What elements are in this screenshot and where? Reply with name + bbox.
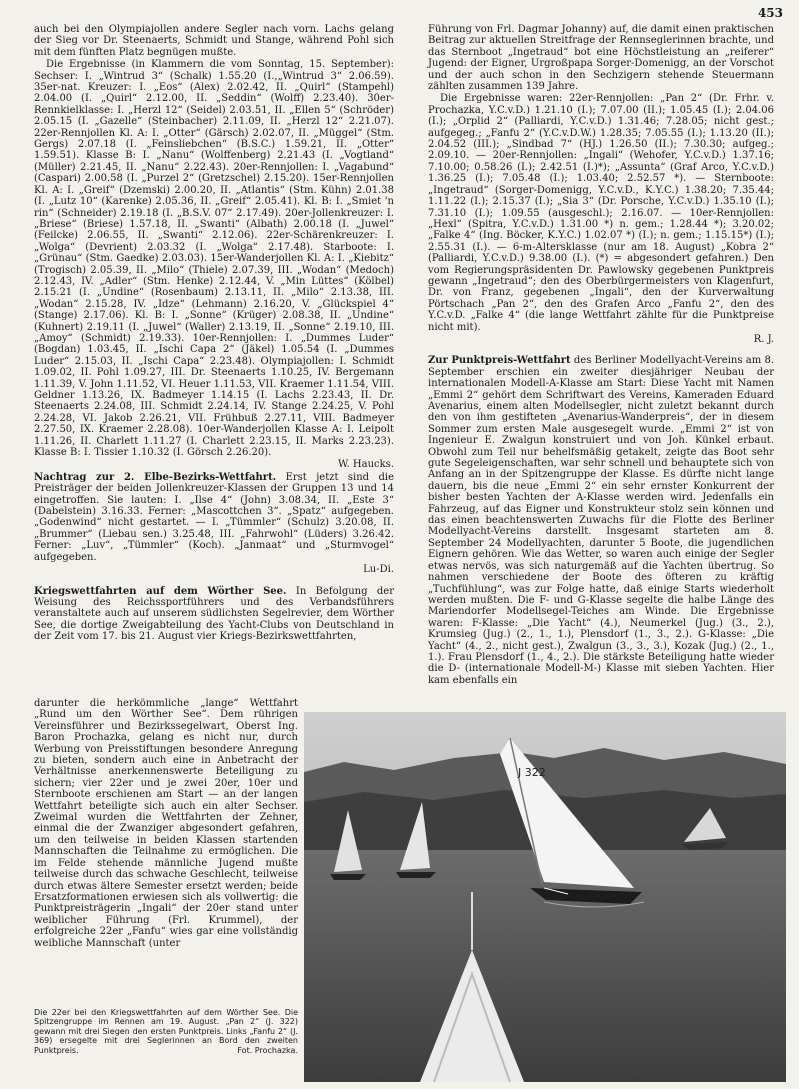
signature: W. Haucks. [338, 459, 394, 471]
page-number: 453 [757, 6, 783, 20]
paragraph: Führung von Frl. Dagmar Johanny) auf, die damit einen praktischen Beitrag zur aktuellen Streitfrage der Rennseglerinnen brachte, und das Sternboot „Ingetraud“ bot eine Höchstleistung an „reiferer“ Jugend: der Eigner, Urgroßpapa Sorger-Domenigg, an der Vorschot und der auch schon in den Sechzigern stehende Steuermann zählten zusammen 139 Jahre. [428, 24, 774, 93]
paragraph: auch bei den Olympiajollen andere Segler nach vorn. Lachs gelang der Sieg vor Dr. Steenaerts, Schmidt und Stange, während Pohl sich mit dem fünften Platz begnügen mußte. [34, 24, 394, 58]
section-heading: Nachtrag zur 2. Elbe-Bezirks-Wettfahrt. [34, 471, 277, 483]
paragraph: Die Ergebnisse (in Klammern die vom Sonntag, 15. September): Sechser: I. „Wintrud 3“ (Schalk) 1.55.20 (I.,„Wintrud 3“ 2.06.59). 35er-nat. Kreuzer: I. „Eos“ (Alex) 2.02.42, II. „Quirl“ (Stampehl) 2.04.00 (I. „Quirl“ 2.12.00, II. „Seddin“ (Wolff) 2.23.40). 30er-Rennkielklasse: I. „Herzl 12“ (Seidel) 2.03.51, II. „Ellen 5“ (Schröder) 2.05.15 (I. „Gazelle“ (Steinbacher) 2.11.09, II. „Herzl 12“ 2.21.07). 22er-Rennjollen Kl. A: I. „Otter“ (Gärsch) 2.02.07, II. „Müggel“ (Stm. Gergs) 2.07.18 (I. „Feinsliebchen“ (B.S.C.) 1.59.21, II. „Otter“ 1.59.51). Klasse B: I. „Nanu“ (Wolffenberg) 2.21.43 (I. „Vogtland“ (Müller) 2.21.45, II. „Nanu“ 2.22.43). 20er-Rennjollen: I. „Vagabund“ (Caspari) 2.00.58 (I. „Purzel 2“ (Gretzschel) 2.15.20). 15er-Rennjollen Kl. A: I. „Greif“ (Dzemski) 2.00.20, II. „Atlantis“ (Stm. Kühn) 2.01.38 (I. „Lutz 10“ (Karenke) 2.05.36, II. „Greif“ 2.05.41). Kl. B: I. „Smiet 'n rin“ (Schneider) 2.19.18 (I. „B.S.V. 07“ 2.17.49). 20er-Jollenkreuzer: I. „Briese“ (Briese) 1.57.18, II. „Swanti“ (Albath) 2.00.18 (I. „Juwel“ (Feilcke) 2.06.55, II. „Swanti“ 2.12.06). 22er-Schärenkreuzer: I. „Wolga“ (Devrient) 2.03.32 (I. „Wolga“ 2.17.48). Starboote: I. „Grünau“ (Stm. Gaedke) 2.03.03). 15er-Wanderjollen Kl. A: I. „Kiebitz“ (Trogisch) 2.05.39, II. „Milo“ (Thiele) 2.07.39, III. „Wodan“ (Medoch) 2.12.43, IV. „Adler“ (Stm. Henke) 2.12.44, V. „Min Lüttes“ (Kölbel) 2.15.21 (I. „Undine“ (Rosenbaum) 2.13.11, II. „Milo“ 2.13.38, III. „Wodan“ 2.15.28, IV. „Idze“ (Lehmann) 2.16.20, V. „Glückspiel 4“ (Stange) 2.17.06). Kl. B: I. „Sonne“ (Krüger) 2.08.38, II. „Undine“ (Kuhnert) 2.19.11 (I. „Juwel“ (Waller) 2.13.19, II. „Sonne“ 2.19.10, III. „Amoy“ (Schmidt) 2.19.33). 10er-Rennjollen: I. „Dummes Luder“ (Bogdan) 1.03.45, II. „Ischi Capa 2“ (Jäkel) 1.05.54 (I. „Dummes Luder“ 2.15.03, II. „Ischi Capa“ 2.23.48). Olympiajollen: I. Schmidt 1.09.02, II. Pohl 1.09.27, III. Dr. Steenaerts 1.10.25, IV. Bergemann 1.11.39, V. John 1.11.52, VI. Heuer 1.11.53, VII. Kraemer 1.11.54, VIII. Geldner 1.13.26, IX. Badmeyer 1.14.15 (I. Lachs 2.23.43, II. Dr. Steenaerts 2.24.08, III. Schmidt 2.24.14, IV. Stange 2.24.25, V. Pohl 2.24.28, VI. Jakob 2.26.21, VII. Frühbuß 2.27.11, VIII. Badmeyer 2.27.50, IX. Kraemer 2.28.08). 10er-Wanderjollen Klasse A: I. Leipolt 1.11.26, II. Charlett 1.11.27 (I. Charlett 2.23.15, II. Marks 2.23.23). Klasse B: I. Tissier 1.10.32 (I. Görsch 2.26.20). [34, 59, 394, 459]
signature: Lu-Di. [363, 564, 394, 576]
sail-number: J 322 [518, 766, 546, 779]
sailboat-illustration [304, 712, 786, 1082]
photo-credit: Fot. Prochazka. [237, 1045, 298, 1055]
sailing-photo [304, 712, 786, 1082]
section-heading: Kriegswettfahrten auf dem Wörther See. [34, 585, 287, 597]
left-column: auch bei den Olympiajollen andere Segler nach vorn. Lachs gelang der Sieg vor Dr. Steenaerts, Schmidt und Stange, während Pohl sich mit dem fünften Platz begnügen mußte. Die Ergebnisse (in Klammern die vom Sonntag, 15. September): Sechser: I. „Wintrud 3“ (Schalk) 1.55.20 (I.,„Wintrud 3“ 2.06.59). 35er-nat. Kreuzer: I. „Eos“ (Alex) 2.02.42, II. „Quirl“ (Stampehl) 2.04.00 (I. „Quirl“ 2.12.00, II. „Seddin“ (Wolff) 2.23.40). 30er-Rennkielklasse: I. „Herzl 12“ (Seidel) 2.03.51, II. „Ellen 5“ (Schröder) 2.05.15 (I. „Gazelle“ (Steinbacher) 2.11.09, II. „Herzl 12“ 2.21.07). 22er-Rennjollen Kl. A: I. „Otter“ (Gärsch) 2.02.07, II. „Müggel“ (Stm. Gergs) 2.07.18 (I. „Feinsliebchen“ (B.S.C.) 1.59.21, II. „Otter“ 1.59.51). Klasse B: I. „Nanu“ (Wolffenberg) 2.21.43 (I. „Vogtland“ (Müller) 2.21.45, II. „Nanu“ 2.22.43). 20er-Rennjollen: I. „Vagabund“ (Caspari) 2.00.58 (I. „Purzel 2“ (Gretzschel) 2.15.20). 15er-Rennjollen Kl. A: I. „Greif“ (Dzemski) 2.00.20, II. „Atlantis“ (Stm. Kühn) 2.01.38 (I. „Lutz 10“ (Karenke) 2.05.36, II. „Greif“ 2.05.41). Kl. B: I. „Smiet 'n rin“ (Schneider) 2.19.18 (I. „B.S.V. 07“ 2.17.49). 20er-Jollenkreuzer: I. „Briese“ (Briese) 1.57.18, II. „Swanti“ (Albath) 2.00.18 (I. „Juwel“ (Feilcke) 2.06.55, II. „Swanti“ 2.12.06). 22er-Schärenkreuzer: I. „Wolga“ (Devrient) 2.03.32 (I. „Wolga“ 2.17.48). Starboote: I. „Grünau“ (Stm. Gaedke) 2.03.03). 15er-Wanderjollen Kl. A: I. „Kiebitz“ (Trogisch) 2.05.39, II. „Milo“ (Thiele) 2.07.39, III. „Wodan“ (Medoch) 2.12.43, IV. „Adler“ (Stm. Henke) 2.12.44, V. „Min Lüttes“ (Kölbel) 2.15.21 (I. „Undine“ (Rosenbaum) 2.13.11, II. „Milo“ 2.13.38, III. „Wodan“ 2.15.28, IV. „Idze“ (Lehmann) 2.16.20, V. „Glückspiel 4“ (Stange) 2.17.06). Kl. B: I. „Sonne“ (Krüger) 2.08.38, II. „Undine“ (Kuhnert) 2.19.11 (I. „Juwel“ (Waller) 2.13.19, II. „Sonne“ 2.19.10, III. „Amoy“ (Schmidt) 2.19.33). 10er-Rennjollen: I. „Dummes Luder“ (Bogdan) 1.03.45, II. „Ischi Capa 2“ (Jäkel) 1.05.54 (I. „Dummes Luder“ 2.15.03, II. „Ischi Capa“ 2.23.48). Olympiajollen: I. Schmidt 1.09.02, II. Pohl 1.09.27, III. Dr. Steenaerts 1.10.25, IV. Bergemann 1.11.39, V. John 1.11.52, VI. Heuer 1.11.53, VII. Kraemer 1.11.54, VIII. Geldner 1.13.26, IX. Badmeyer 1.14.15 (I. Lachs 2.23.43, II. Dr. Steenaerts 2.24.08, III. Schmidt 2.24.14, IV. Stange 2.24.25, V. Pohl 2.24.28, VI. Jakob 2.26.21, VII. Frühbuß 2.27.11, VIII. Badmeyer 2.27.50, IX. Kraemer 2.28.08). 10er-Wanderjollen Klasse A: I. Leipolt 1.11.26, II. Charlett 1.11.27 (I. Charlett 2.23.15, II. Marks 2.23.23). Klasse B: I. Tissier 1.10.32 (I. Görsch 2.26.20). W. Haucks. Nachtrag zur 2. Elbe-Bezirks-Wettfahrt. Erst jetzt sind die Preisträger der beiden Jollenkreuzer-Klassen der Gruppen 13 und 14 eingetroffen. Sie lauten: I. „Ilse 4“ (John) 3.08.34, II. „Este 3“ (Dabelstein) 3.16.33. Ferner: „Mascottchen 3“. „Spatz“ aufgegeben. „Godenwind“ nicht gestartet. — I. „Tümmler“ (Schulz) 3.20.08, II. „Brummer“ (Liebau sen.) 3.25.48, III. „Fahrwohl“ (Lüders) 3.26.42. Ferner: „Luv“, „Tümmler“ (Koch). „Janmaat“ und „Sturmvogel“ aufgegeben. Lu-Di. Kriegswettfahrten auf dem Wörther See. In Befolgung der Weisung des Reichssportführers und des Verbandsführers veranstaltete auch auf unserem südlichsten Segelrevier, dem Wörther See, die dortige Zweigabteilung des Yacht-Clubs von Deutschland in der Zeit vom 17. bis 21. August vier Kriegs-Bezirkswettfahrten, [34, 24, 394, 643]
right-column: Führung von Frl. Dagmar Johanny) auf, die damit einen praktischen Beitrag zur aktuellen Streitfrage der Rennseglerinnen brachte, und das Sternboot „Ingetraud“ bot eine Höchstleistung an „reiferer“ Jugend: der Eigner, Urgroßpapa Sorger-Domenigg, an der Vorschot und der auch schon in den Sechzigern stehende Steuermann zählten zusammen 139 Jahre. Die Ergebnisse waren: 22er-Rennjollen: „Pan 2“ (Dr. Frhr. v. Prochazka, Y.C.v.D.) 1.21.10 (I.); 7.07.00 (II.); 1.05.45 (I.); 2.04.06 (I.); „Orplid 2“ (Palliardi, Y.C.v.D.) 1.31.46; 7.28.05; nicht gest.; aufgegeg.; „Fanfu 2“ (Y.C.v.D.W.) 1.28.35; 7.05.55 (I.); 1.13.20 (II.); 2.04.52 (III.); „Sindbad 7“ (HJ.) 1.26.50 (II.); 7.30.30; aufgeg.; 2.09.10. — 20er-Rennjollen: „Ingali“ (Wehofer, Y.C.v.D.) 1.37.16; 7.10.00; 0.58.26 (I.); 2.42.51 (I.)*); „Assunta“ (Graf Arco, Y.C.v.D.) 1.36.25 (I.); 7.05.48 (I.); 1.03.40; 2.52.57 *). — Sternboote: „Ingetraud“ (Sorger-Domenigg, Y.C.v.D., K.Y.C.) 1.38.20; 7.35.44; 1.11.22 (I.); 2.15.37 (I.); „Sia 3“ (Dr. Porsche, Y.C.v.D.) 1.35.10 (I.); 7.31.10 (I.); 1.09.55 (ausgeschl.); 2.16.07. — 10er-Rennjollen: „Hexl“ (Spitra, Y.C.v.D.) 1.31.00 *) n. gem.; 1.28.44 *); 3.20.02; „Falke 4“ (Ing. Böcker, K.Y.C.) 1.02.07 *) (I.); n. gem.; 1.15.15*) (I.); 2.55.31 (I.). — 6-m-Altersklasse (nur am 18. August) „Kobra 2“ (Palliardi, Y.C.v.D.) 9.38.00 (I.). (*) = abgesondert gefahren.) Den vom Regierungspräsidenten Dr. Pawlowsky gegebenen Punktpreis gewann „Ingetraud“; den des Oberbürgermeisters von Klagenfurt, Dr. von Franz, gegebenen „Ingali“, den der Kurverwaltung Pörtschach „Pan 2“, den des Grafen Arco „Fanfu 2“, den des Y.C.v.D. „Falke 4“ (die lange Wettfahrt zählte für die Punktpreise nicht mit). R. J. Zur Punktpreis-Wettfahrt des Berliner Modellyacht-Vereins am 8. September erschien ein zweiter diesjähriger Neubau der internationalen Modell-A-Klasse am Start: Diese Yacht mit Namen „Emmi 2“ gehört dem Schriftwart des Vereins, Kameraden Eduard Avenarius, einem alten Modellsegler, nicht zuletzt bekannt durch den von ihm gestifteten „Avenarius-Wanderpreis“, der in diesem Sommer zum ersten Male ausgesegelt wurde. „Emmi 2“ ist von Ingenieur E. Zwalgun konstruiert und von Joh. Künkel erbaut. Obwohl zum Teil nur behelfsmäßig getakelt, zeigte das Boot sehr gute Segeleigenschaften, war sehr schnell und behauptete sich von Anfang an in der Spitzengruppe der Klasse. Es dürfte nicht lange dauern, bis die neue „Emmi 2“ ein sehr ernster Konkurrent der bisher besten Yachten der A-Klasse werden wird. Jedenfalls ein Fahrzeug, auf das Eigner und Konstrukteur stolz sein können und das einen beachtenswerten Zuwachs für die Flotte des Berliner Modellyacht-Vereins darstellt. Insgesamt starteten am 8. September 24 Modellyachten, darunter 5 Boote, die jugendlichen Eignern gehören. Wie das Wetter, so waren auch einige der Segler etwas nervös, was sich naturgemäß auf die Yachten übertrug. So nahmen verschiedene der Boote des öfteren zu kräftig „Tuchfühlung“, was zur Folge hatte, daß einige Starts wiederholt werden mußten. Die F- und G-Klasse segelte die halbe Länge des Mariendorfer Modellsegel-Teiches am Winde. Die Ergebnisse waren: F-Klasse: „Die Yacht“ (4.), Neumerkel (Jug.) (3., 2.), Krumsieg (Jug.) (2., 1., 1.), Plensdorf (1., 3., 2.). G-Klasse: „Die Yacht“ (4., 2., nicht gest.), Zwalgun (3., 3., 3.), Kozak (Jug.) (2., 1., 1.). Frau Plensdorf (1., 4., 2.). Die stärkste Beteiligung hatte wieder die D- (internationale Modell-M-) Klasse mit sieben Yachten. Hier kam ebenfalls ein [428, 24, 774, 686]
narrow-paragraph: darunter die herkömmliche „lange“ Wettfahrt „Rund um den Wörther See“. Dem rührigen Vereinsführer und Bezirkssegelwart, Oberst Ing. Baron Prochazka, gelang es nicht nur, durch Werbung von Preisstiftungen besondere Anregung zu bieten, sondern auch eine in Anbetracht der Verhältnisse anerkennenswerte Beteiligung zu sichern; vier 22er und je zwei 20er, 10er und Sternboote erschienen am Start — an der langen Wettfahrt beteiligte sich auch ein alter Sechser. Zweimal wurden die Wettfahrten der Zehner, einmal die der Zwanziger abgesondert gefahren, um den teilweise in beiden Klassen startenden Mannschaften die Teilnahme zu ermöglichen. Die im Felde stehende männliche Jugend mußte teilweise durch das schwache Geschlecht, teilweise durch etwas ältere Semester ersetzt werden; beide Ersatzformationen erwiesen sich als vollwertig: die Punktpreisträgerin „Ingali“ der 20er stand unter weiblicher Führung (Frl. Krummel), der erfolgreiche 22er „Fanfu“ wies gar eine vollständig weibliche Mannschaft (unter [34, 698, 298, 949]
paragraph: Die Ergebnisse waren: 22er-Rennjollen: „Pan 2“ (Dr. Frhr. v. Prochazka, Y.C.v.D.) 1.21.10 (I.); 7.07.00 (II.); 1.05.45 (I.); 2.04.06 (I.); „Orplid 2“ (Palliardi, Y.C.v.D.) 1.31.46; 7.28.05; nicht gest.; aufgegeg.; „Fanfu 2“ (Y.C.v.D.W.) 1.28.35; 7.05.55 (I.); 1.13.20 (II.); 2.04.52 (III.); „Sindbad 7“ (HJ.) 1.26.50 (II.); 7.30.30; aufgeg.; 2.09.10. — 20er-Rennjollen: „Ingali“ (Wehofer, Y.C.v.D.) 1.37.16; 7.10.00; 0.58.26 (I.); 2.42.51 (I.)*); „Assunta“ (Graf Arco, Y.C.v.D.) 1.36.25 (I.); 7.05.48 (I.); 1.03.40; 2.52.57 *). — Sternboote: „Ingetraud“ (Sorger-Domenigg, Y.C.v.D., K.Y.C.) 1.38.20; 7.35.44; 1.11.22 (I.); 2.15.37 (I.); „Sia 3“ (Dr. Porsche, Y.C.v.D.) 1.35.10 (I.); 7.31.10 (I.); 1.09.55 (ausgeschl.); 2.16.07. — 10er-Rennjollen: „Hexl“ (Spitra, Y.C.v.D.) 1.31.00 *) n. gem.; 1.28.44 *); 3.20.02; „Falke 4“ (Ing. Böcker, K.Y.C.) 1.02.07 *) (I.); n. gem.; 1.15.15*) (I.); 2.55.31 (I.). — 6-m-Altersklasse (nur am 18. August) „Kobra 2“ (Palliardi, Y.C.v.D.) 9.38.00 (I.). (*) = abgesondert gefahren.) Den vom Regierungspräsidenten Dr. Pawlowsky gegebenen Punktpreis gewann „Ingetraud“; den des Oberbürgermeisters von Klagenfurt, Dr. von Franz, gegebenen „Ingali“, den der Kurverwaltung Pörtschach „Pan 2“, den des Grafen Arco „Fanfu 2“, den des Y.C.v.D. „Falke 4“ (die lange Wettfahrt zählte für die Punktpreise nicht mit). [428, 93, 774, 333]
signature: R. J. [753, 333, 774, 345]
photo-caption: Die 22er bei den Kriegswettfahrten auf dem Wörther See. Die Spitzengruppe im Rennen am 19. August. „Pan 2“ (J. 322) gewann mit drei Siegen den ersten Punktpreis. Links „Fanfu 2“ (J. 369) ersegelte mit drei Seglerinnen an Bord den zweiten Punktpreis. Fot. Prochazka. [34, 1008, 298, 1055]
section-heading: Zur Punktpreis-Wettfahrt [428, 355, 571, 367]
